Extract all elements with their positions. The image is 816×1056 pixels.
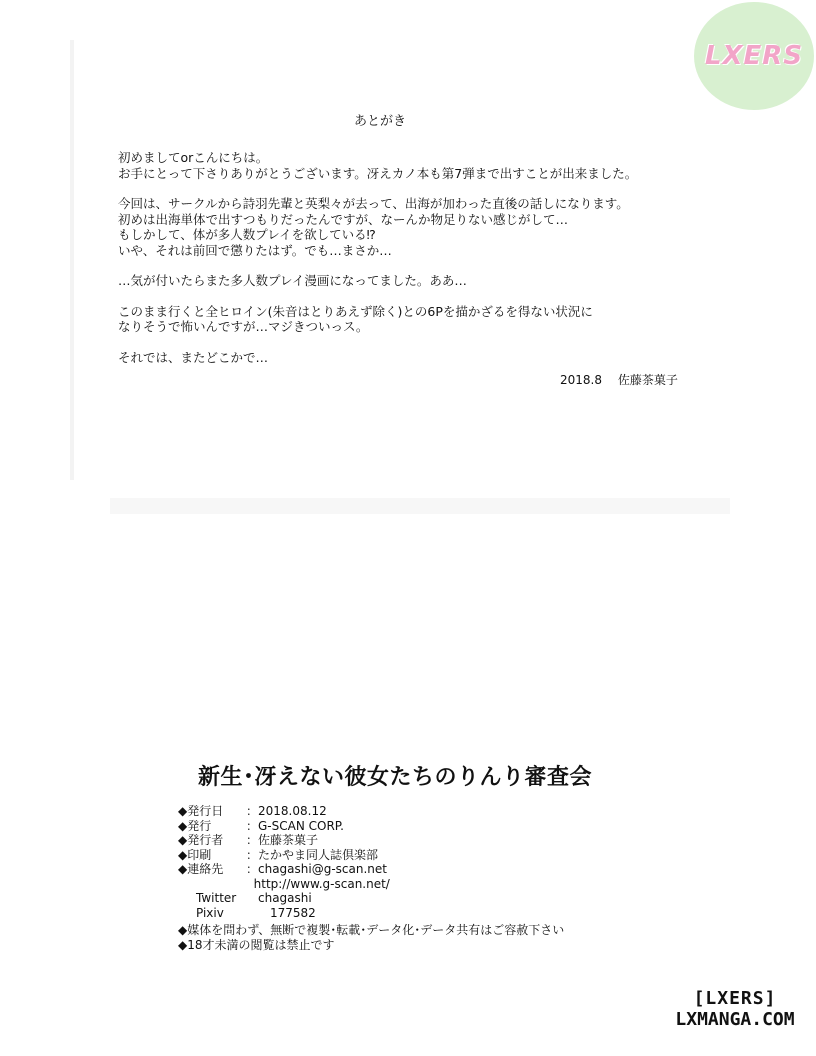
afterword-paragraph: 今回は、サークルから詩羽先輩と英梨々が去って、出海が加わった直後の話しになります。 初めは出海単体で出すつもりだったんですが、なーんか物足りない感じがして… もしかして、体が多人数プレイを欲している⁉ いや、それは前回で懲りたはず。でも…まさか… <box>118 196 629 258</box>
colophon-value: chagashi <box>258 891 312 905</box>
afterword-paragraph: …気が付いたらまた多人数プレイ漫画になってました。ああ… <box>118 273 467 288</box>
colophon-value: ：chagashi@g-scan.net <box>246 862 387 876</box>
colophon-key: ◆発行 <box>178 818 212 833</box>
colophon-value: http://www.g-scan.net/ <box>246 876 390 891</box>
colophon-key: ◆発行日 <box>178 804 224 818</box>
colophon-key: ◆印刷 <box>178 847 212 862</box>
watermark-logo-text: LXERS <box>704 41 804 71</box>
colophon-key <box>178 877 246 892</box>
afterword-paragraph: このまま行くと全ヒロイン(朱音はとりあえず除く)との6Pを描かざるを得ない状況に なりそうで怖いんですが…マジきついっス。 <box>118 303 593 334</box>
watermark-line1: [LXERS] <box>693 988 777 1009</box>
watermark-footer <box>660 988 810 1030</box>
afterword-body <box>118 150 718 380</box>
colophon-row <box>178 877 390 892</box>
afterword-paragraph: それでは、またどこかで… <box>118 349 269 365</box>
colophon-row <box>178 906 390 921</box>
watermark-logo <box>694 2 814 110</box>
colophon-row <box>178 891 390 906</box>
book-title: 新生･冴えない彼女たちのりんり審査会 <box>197 765 592 790</box>
colophon-key: ◆連絡先 <box>178 862 224 876</box>
colophon-row <box>178 862 390 877</box>
afterword-title: あとがき <box>353 114 406 129</box>
colophon-value: ：たかやま同人誌倶楽部 <box>246 847 379 862</box>
colophon-value: ：佐藤茶菓子 <box>246 833 319 847</box>
signature-author: 佐藤茶菓子 <box>617 373 678 387</box>
colophon-value: ：G-SCAN CORP. <box>246 818 344 833</box>
colophon-value: 177582 <box>270 905 316 920</box>
afterword-paragraph: 初めましてorこんにちは。 お手にとって下さりありがとうございます。冴えカノ本も第7弾まで出すことが出来ました。 <box>118 150 638 181</box>
colophon-row <box>178 804 390 819</box>
afterword-signature <box>560 371 690 388</box>
scan-shading-left <box>70 40 74 480</box>
colophon-key: Twitter <box>196 891 237 905</box>
colophon-row <box>178 833 390 848</box>
colophon-row <box>178 819 390 834</box>
colophon-notes <box>178 923 564 952</box>
colophon-row <box>178 848 390 863</box>
signature-date: 2018.8 <box>560 373 602 387</box>
colophon-note: ◆18才未満の閲覧は禁止です <box>178 937 335 952</box>
colophon-key: ◆発行者 <box>178 833 224 847</box>
watermark-line2: LXMANGA.COM <box>675 1009 795 1030</box>
colophon-value: ：2018.08.12 <box>246 804 327 818</box>
colophon-table <box>178 804 390 920</box>
scan-shading-band <box>110 498 730 514</box>
colophon-note: ◆媒体を問わず、無断で複製･転載･データ化･データ共有はご容赦下さい <box>178 923 565 937</box>
colophon-key: Pixiv <box>196 905 224 920</box>
